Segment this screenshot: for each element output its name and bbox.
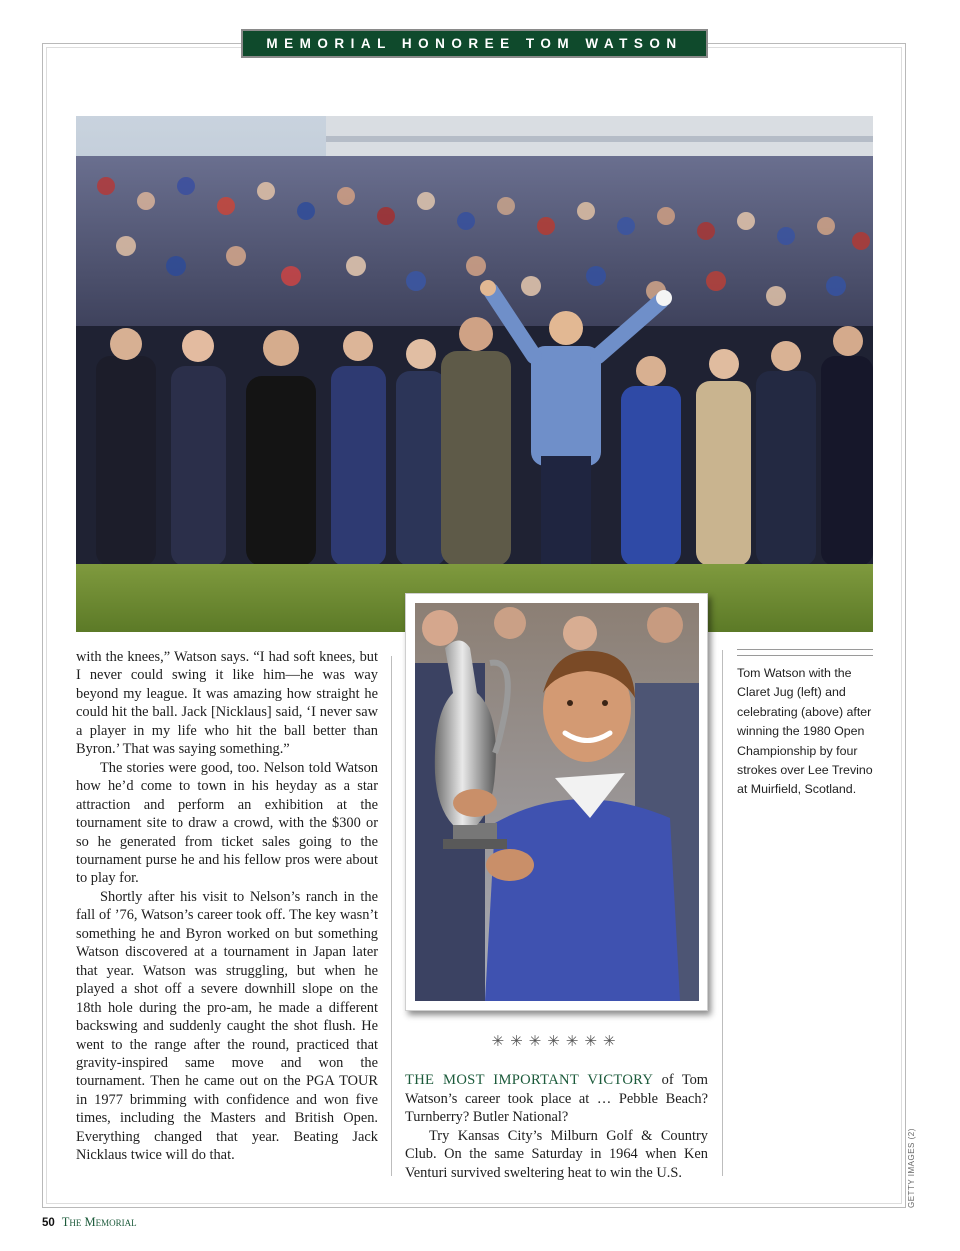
- caption-rule: [737, 649, 873, 656]
- column-rule: [722, 650, 723, 1176]
- photo-caption: Tom Watson with the Claret Jug (left) and celebrating (above) after winning the 1980 Open Championship by four strokes over Lee Trevino at Muirfield, Scotland.: [737, 666, 873, 797]
- article-left-column: [76, 648, 378, 1188]
- article-mid-column: [405, 1071, 708, 1182]
- banner-title: MEMORIAL HONOREE TOM WATSON: [266, 36, 683, 51]
- article-paragraph: with the knees,” Watson says. “I had soft knees, but I never could swing it like him—he was way beyond my league. It was amazing how straight he could hit the ball. Jack [Nicklaus] said, ‘I never saw a player in my life who hit the ball better than Byron.’ That was saying something.”: [76, 649, 378, 758]
- article-paragraph: Shortly after his visit to Nelson’s ranch in the fall of ’76, Watson’s career took off. The key wasn’t something he and Byron worked on but something Watson discovered at a tournament in Japan later that year. Watson was struggling, but when he played a shot off a severe downhill slope on the 18th hole during the pro-am, he made a different backswing and suddenly caught the shot flush. He went to the range after the round, practiced that gravity-inspired same move and won the tournament. Then he came out on the PGA TOUR in 1977 brimming with confidence and won five times, including the Masters and British Open. Everything changed that year. Beating Jack Nicklaus twice will do that.: [76, 888, 378, 1164]
- publication-name: The Memorial: [61, 1215, 137, 1229]
- inset-photo-frame: [405, 593, 708, 1011]
- celebration-photo-art: [76, 116, 873, 632]
- page-number: 50: [42, 1217, 55, 1229]
- celebration-photo: [76, 116, 873, 632]
- section-separator: ✳✳✳✳✳✳✳: [491, 1032, 622, 1050]
- lead-paragraph-rest: of Tom Watson’s career took place at … Pebble Beach? Turnberry? Butler National?: [405, 1072, 708, 1125]
- page-footer: [42, 1215, 137, 1230]
- column-rule: [391, 656, 392, 1176]
- lead-in: THE MOST IMPORTANT VICTORY: [405, 1072, 654, 1088]
- article-paragraph: The stories were good, too. Nelson told Watson how he’d come to town in his heyday as a star attraction and perform an exhibition at the tournament site to draw a crowd, with the $300 or so he generated from ticket sales going to the tournament purse he and his fellow pros were about to play for.: [76, 759, 378, 887]
- photo-credit: GETTY IMAGES (2): [907, 1128, 916, 1208]
- article-paragraph: [405, 1071, 708, 1127]
- claret-jug-photo: [415, 603, 699, 1001]
- article-paragraph: Try Kansas City’s Milburn Golf & Country Club. On the same Saturday in 1964 when Ken Venturi survived sweltering heat to win the U.S.: [405, 1127, 708, 1181]
- section-banner: [241, 29, 708, 58]
- claret-jug-photo-art: [415, 603, 699, 1001]
